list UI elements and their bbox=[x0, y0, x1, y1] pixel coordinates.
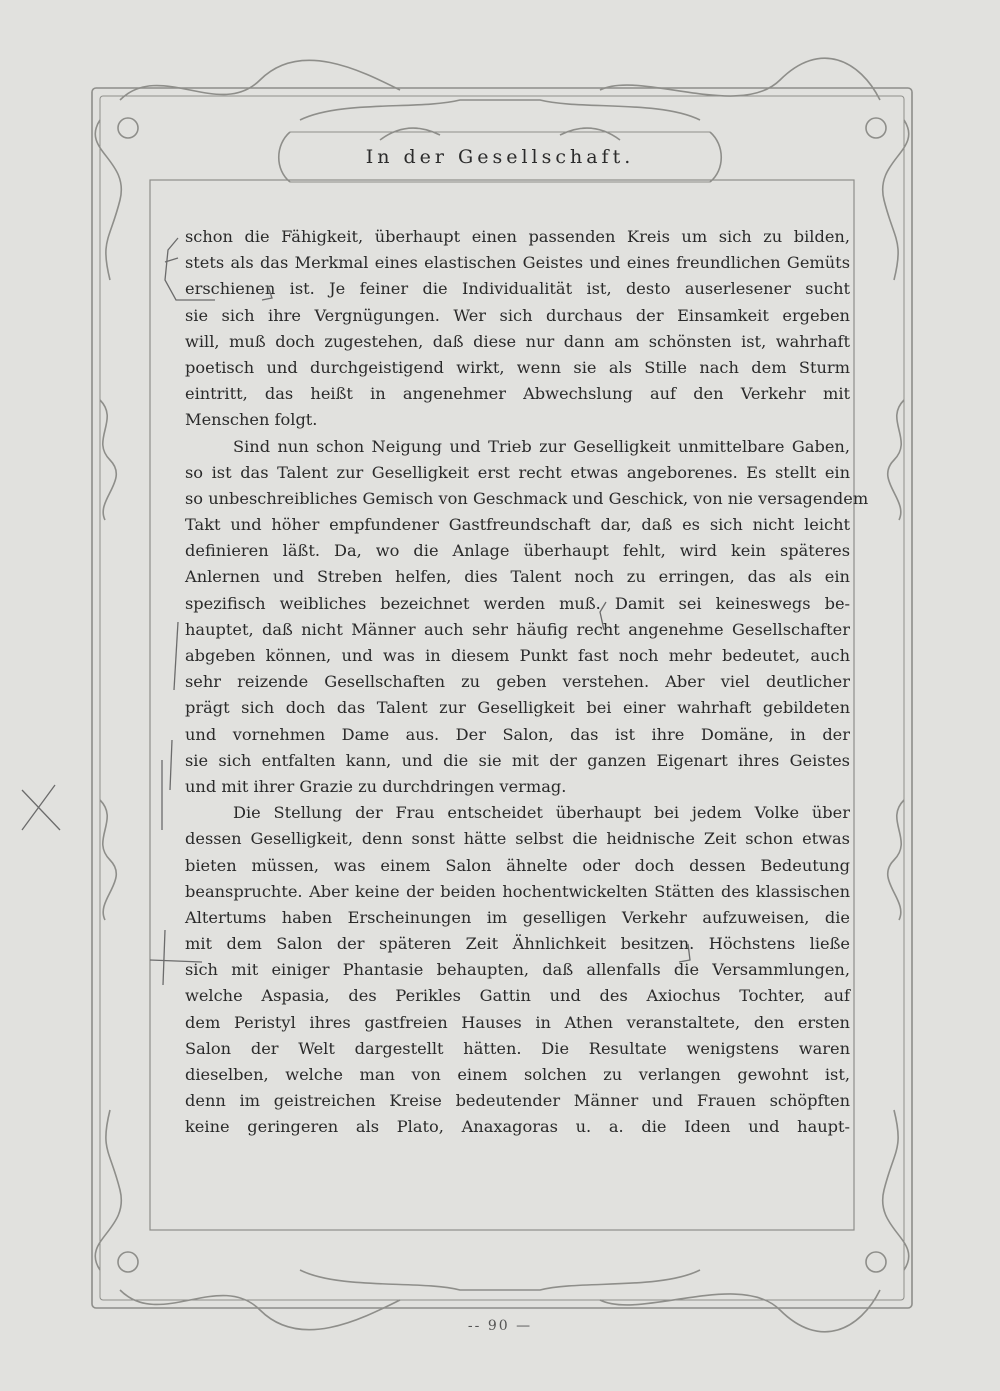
text-line: sie sich ihre Vergnügungen. Wer sich durchaus der Einsamkeit ergeben bbox=[185, 305, 850, 325]
text-line: sich mit einiger Phantasie behaupten, daß allenfalls die Versammlungen, bbox=[185, 960, 850, 980]
paragraph bbox=[185, 800, 850, 1140]
text-line: spezifisch weibliches bezeichnet werden muß. Damit sei keineswegs be- bbox=[185, 593, 850, 613]
text-line: sehr reizende Gesellschaften zu geben verstehen. Aber viel deutlicher bbox=[185, 672, 850, 692]
text-line: stets als das Merkmal eines elastischen Geistes und eines freundlichen Gemüts bbox=[185, 253, 850, 273]
paragraph bbox=[185, 224, 850, 434]
text-line: und vornehmen Dame aus. Der Salon, das ist ihre Domäne, in der bbox=[185, 724, 850, 744]
text-line: erschienen ist. Je feiner die Individualität ist, desto auserlesener sucht bbox=[185, 279, 850, 299]
text-line: prägt sich doch das Talent zur Geselligkeit bei einer wahrhaft gebildeten bbox=[185, 698, 850, 718]
page-number: -- 90 — bbox=[467, 1318, 533, 1334]
text-line: Altertums haben Erscheinungen im geselligen Verkehr aufzuweisen, die bbox=[185, 907, 850, 927]
running-head: In der Gesellschaft. bbox=[365, 146, 635, 168]
text-line: welche Aspasia, des Perikles Gattin und des Axiochus Tochter, auf bbox=[185, 986, 850, 1006]
text-line: eintritt, das heißt in angenehmer Abwechslung auf den Verkehr mit bbox=[185, 384, 850, 404]
text-line: Salon der Welt dargestellt hätten. Die Resultate wenigstens waren bbox=[185, 1038, 850, 1058]
text-line: beanspruchte. Aber keine der beiden hochentwickelten Stätten des klassischen bbox=[185, 881, 850, 901]
text-line: bieten müssen, was einem Salon ähnelte oder doch dessen Bedeutung bbox=[185, 855, 850, 875]
text-line: Menschen folgt. bbox=[185, 410, 318, 430]
text-line: mit dem Salon der späteren Zeit Ähnlichkeit besitzen. Höchstens ließe bbox=[185, 934, 850, 954]
text-line: und mit ihrer Grazie zu durchdringen vermag. bbox=[185, 776, 567, 796]
text-line: abgeben können, und was in diesem Punkt fast noch mehr bedeutet, auch bbox=[185, 646, 850, 665]
text-line: sie sich entfalten kann, und die sie mit der ganzen Eigenart ihres Geistes bbox=[185, 750, 850, 770]
text-line: Anlernen und Streben helfen, dies Talent noch zu erringen, das als ein bbox=[185, 567, 850, 587]
text-line: denn im geistreichen Kreise bedeutender Männer und Frauen schöpften bbox=[185, 1091, 850, 1111]
text-line: schon die Fähigkeit, überhaupt einen passenden Kreis um sich zu bilden, bbox=[185, 227, 850, 246]
text-line: Die Stellung der Frau entscheidet überhaupt bei jedem Volke über bbox=[233, 803, 850, 823]
text-line: dieselben, welche man von einem solchen zu verlangen gewohnt ist, bbox=[185, 1065, 850, 1084]
text-line: will, muß doch zugestehen, daß diese nur dann am schönsten ist, wahrhaft bbox=[185, 331, 850, 351]
paragraph bbox=[185, 434, 869, 801]
text-line: dem Peristyl ihres gastfreien Hauses in Athen veranstaltete, den ersten bbox=[185, 1012, 850, 1032]
text-line: poetisch und durchgeistigend wirkt, wenn sie als Stille nach dem Sturm bbox=[185, 357, 850, 377]
text-line: so ist das Talent zur Geselligkeit erst recht etwas angeborenes. Es stellt ein bbox=[185, 462, 850, 482]
text-line: so unbeschreibliches Gemisch von Geschmack und Geschick, von nie versagendem bbox=[185, 488, 869, 508]
text-line: Takt und höher empfundener Gastfreundschaft dar, daß es sich nicht leicht bbox=[185, 515, 850, 535]
text-line: keine geringeren als Plato, Anaxagoras u. a. die Ideen und haupt- bbox=[185, 1117, 850, 1137]
text-line: hauptet, daß nicht Männer auch sehr häufig recht angenehme Gesellschafter bbox=[185, 619, 850, 639]
text-line: dessen Geselligkeit, denn sonst hätte selbst die heidnische Zeit schon etwas bbox=[185, 829, 850, 849]
body-text bbox=[185, 224, 869, 1141]
text-line: definieren läßt. Da, wo die Anlage überhaupt fehlt, wird kein späteres bbox=[185, 541, 850, 561]
text-line: Sind nun schon Neigung und Trieb zur Geselligkeit unmittelbare Gaben, bbox=[233, 436, 850, 456]
